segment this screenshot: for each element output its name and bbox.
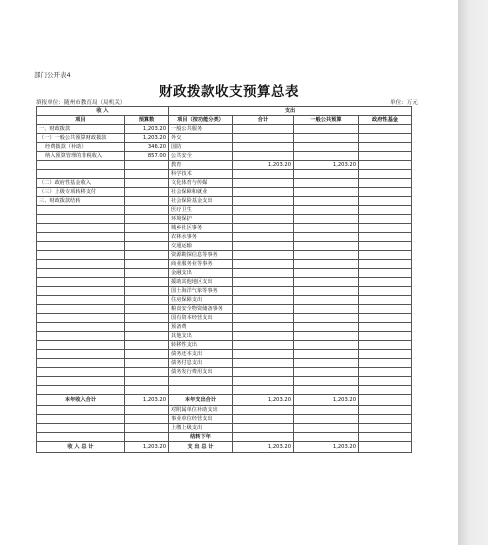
expense-item-total — [233, 332, 294, 341]
expense-item-label: 国防 — [169, 143, 233, 152]
expense-item-general — [294, 377, 359, 386]
income-item-label — [37, 269, 125, 278]
expense-item-label: 预备费 — [169, 323, 233, 332]
expense-item-general — [294, 332, 359, 341]
expense-item-label: 住房保障支出 — [169, 296, 233, 305]
expense-item-fund — [359, 377, 412, 386]
income-item-label — [37, 341, 125, 350]
expense-item-general — [294, 359, 359, 368]
income-item-label — [37, 332, 125, 341]
expense-item-total — [233, 143, 294, 152]
expense-item-fund — [359, 368, 412, 377]
expense-item-general — [294, 170, 359, 179]
expense-item-total — [233, 224, 294, 233]
table-row — [37, 125, 412, 134]
income-item-label — [37, 314, 125, 323]
table-row — [37, 215, 412, 224]
income-item-value: 1,203.20 — [125, 125, 169, 134]
expense-item-fund — [359, 314, 412, 323]
expense-item-total — [233, 197, 294, 206]
viewer-background — [458, 0, 488, 545]
expense-item-total — [233, 296, 294, 305]
expense-subtotal-total: 1,203.20 — [233, 395, 294, 406]
expense-item-total — [233, 305, 294, 314]
expense-item-label: 对附属单位补助支出 — [169, 406, 233, 415]
income-item-label: 一、财政拨款 — [37, 125, 125, 134]
expense-item-total — [233, 170, 294, 179]
income-grand-total-label: 收 入 总 计 — [37, 442, 125, 453]
income-item-label — [37, 296, 125, 305]
col-item: 项目 — [37, 116, 125, 125]
expense-item-total — [233, 251, 294, 260]
table-row — [37, 170, 412, 179]
income-item-label — [37, 260, 125, 269]
income-item-label: （三）上级专项转移支付 — [37, 188, 125, 197]
expense-item-label: 粮食安全物资储备事务 — [169, 305, 233, 314]
income-item-value — [125, 170, 169, 179]
expense-item-fund — [359, 406, 412, 415]
income-item-label — [37, 161, 125, 170]
expense-item-fund — [359, 242, 412, 251]
income-item-value — [125, 287, 169, 296]
income-item-value — [125, 269, 169, 278]
income-item-value — [125, 323, 169, 332]
expense-item-total — [233, 206, 294, 215]
income-item-value — [125, 161, 169, 170]
income-item-label — [37, 424, 125, 433]
table-row — [37, 314, 412, 323]
table-row — [37, 233, 412, 242]
expense-item-general — [294, 152, 359, 161]
expense-item-general — [294, 424, 359, 433]
expense-item-general — [294, 179, 359, 188]
expense-item-fund — [359, 341, 412, 350]
expense-item-label: 医疗卫生 — [169, 206, 233, 215]
table-row — [37, 143, 412, 152]
expense-item-fund — [359, 415, 412, 424]
expense-item-total — [233, 386, 294, 395]
income-item-value — [125, 406, 169, 415]
expense-item-total — [233, 278, 294, 287]
income-item-label: （一）一般公共预算财政拨款 — [37, 134, 125, 143]
expense-item-label: 国土海洋气象等事务 — [169, 287, 233, 296]
expense-grand-total-general: 1,203.20 — [294, 442, 359, 453]
expense-item-label: 其他支出 — [169, 332, 233, 341]
income-item-value — [125, 278, 169, 287]
expense-item-general: 1,203.20 — [294, 161, 359, 170]
expense-item-general — [294, 233, 359, 242]
expense-header: 支出 — [169, 107, 412, 116]
expense-item-general — [294, 206, 359, 215]
income-item-label: 经费拨款（补助） — [37, 143, 125, 152]
expense-item-general — [294, 251, 359, 260]
expense-item-total — [233, 215, 294, 224]
expense-item-total — [233, 269, 294, 278]
expense-item-fund — [359, 251, 412, 260]
income-item-value — [125, 424, 169, 433]
expense-item-general — [294, 134, 359, 143]
expense-item-fund — [359, 278, 412, 287]
expense-item-total — [233, 359, 294, 368]
income-grand-total-value: 1,203.20 — [125, 442, 169, 453]
expense-item-total — [233, 415, 294, 424]
table-row — [37, 197, 412, 206]
income-item-value — [125, 296, 169, 305]
table-row — [37, 224, 412, 233]
expense-item-general — [294, 350, 359, 359]
expense-item-general — [294, 415, 359, 424]
expense-item-label: 城乡社区事务 — [169, 224, 233, 233]
table-row — [37, 424, 412, 433]
expense-item-fund — [359, 359, 412, 368]
expense-item-general — [294, 433, 359, 442]
income-item-value — [125, 433, 169, 442]
expense-item-general — [294, 143, 359, 152]
expense-item-total — [233, 323, 294, 332]
income-item-value — [125, 233, 169, 242]
expense-item-general — [294, 287, 359, 296]
table-row — [37, 359, 412, 368]
expense-item-fund — [359, 305, 412, 314]
table-row — [37, 134, 412, 143]
expense-item-general — [294, 386, 359, 395]
expense-subtotal-label: 本年支出合计 — [169, 395, 233, 406]
expense-item-label: 援助其他地区支出 — [169, 278, 233, 287]
income-item-value — [125, 332, 169, 341]
income-item-value — [125, 350, 169, 359]
table-row — [37, 377, 412, 386]
income-item-value — [125, 251, 169, 260]
col-item-func: 项目（按功能分类） — [169, 116, 233, 125]
expense-item-label: 债务付息支出 — [169, 359, 233, 368]
table-row — [37, 206, 412, 215]
expense-item-total — [233, 242, 294, 251]
expense-subtotal-general: 1,203.20 — [294, 395, 359, 406]
income-item-value — [125, 242, 169, 251]
expense-item-total — [233, 377, 294, 386]
expense-item-label: 事业单位经营支出 — [169, 415, 233, 424]
expense-item-label: 社会保障和就业 — [169, 188, 233, 197]
expense-item-fund — [359, 424, 412, 433]
expense-item-general — [294, 197, 359, 206]
expense-item-label: 教育 — [169, 161, 233, 170]
income-item-value — [125, 368, 169, 377]
expense-item-general — [294, 269, 359, 278]
income-item-label — [37, 415, 125, 424]
expense-item-label: 结转下年 — [169, 433, 233, 442]
table-row — [37, 161, 412, 170]
table-row — [37, 188, 412, 197]
expense-item-label: 国有资本经营支出 — [169, 314, 233, 323]
table-row — [37, 278, 412, 287]
expense-item-label: 文化体育与传媒 — [169, 179, 233, 188]
income-header: 收 入 — [37, 107, 169, 116]
table-row — [37, 341, 412, 350]
income-item-value — [125, 197, 169, 206]
income-item-value — [125, 179, 169, 188]
table-row — [37, 296, 412, 305]
income-item-label — [37, 170, 125, 179]
table-row — [37, 350, 412, 359]
income-item-value — [125, 314, 169, 323]
expense-item-general — [294, 305, 359, 314]
table-row — [37, 386, 412, 395]
expense-item-total — [233, 424, 294, 433]
income-item-label — [37, 377, 125, 386]
expense-item-fund — [359, 296, 412, 305]
expense-item-label: 资源勘探信息等事务 — [169, 251, 233, 260]
expense-item-total — [233, 368, 294, 377]
expense-item-fund — [359, 161, 412, 170]
table-row — [37, 406, 412, 415]
income-item-value — [125, 260, 169, 269]
expense-item-fund — [359, 152, 412, 161]
income-item-label — [37, 305, 125, 314]
expense-item-label: 债务发行费用支出 — [169, 368, 233, 377]
expense-grand-total-label: 支 出 总 计 — [169, 442, 233, 453]
expense-item-general — [294, 406, 359, 415]
table-row — [37, 260, 412, 269]
table-row — [37, 323, 412, 332]
expense-item-total — [233, 125, 294, 134]
income-item-value — [125, 206, 169, 215]
expense-item-fund — [359, 179, 412, 188]
expense-grand-total-total: 1,203.20 — [233, 442, 294, 453]
expense-item-total — [233, 341, 294, 350]
income-item-value: 857.00 — [125, 152, 169, 161]
income-item-value — [125, 305, 169, 314]
income-item-label — [37, 350, 125, 359]
expense-item-fund — [359, 260, 412, 269]
expense-item-label: 科学技术 — [169, 170, 233, 179]
col-budget: 预算数 — [125, 116, 169, 125]
expense-item-fund — [359, 287, 412, 296]
income-item-label — [37, 386, 125, 395]
income-item-label: （二）政府性基金收入 — [37, 179, 125, 188]
expense-item-fund — [359, 269, 412, 278]
income-item-label — [37, 224, 125, 233]
income-item-label — [37, 323, 125, 332]
expense-item-label: 交通运输 — [169, 242, 233, 251]
income-item-label — [37, 406, 125, 415]
expense-item-label: 外交 — [169, 134, 233, 143]
expense-item-fund — [359, 125, 412, 134]
expense-item-total — [233, 433, 294, 442]
expense-item-general — [294, 242, 359, 251]
expense-item-fund — [359, 433, 412, 442]
expense-item-total — [233, 314, 294, 323]
expense-item-general — [294, 188, 359, 197]
income-item-value — [125, 386, 169, 395]
expense-item-label: 一般公共服务 — [169, 125, 233, 134]
income-item-label — [37, 433, 125, 442]
expense-item-label: 上缴上级支出 — [169, 424, 233, 433]
expense-item-fund — [359, 350, 412, 359]
table-row — [37, 242, 412, 251]
income-item-value: 346.20 — [125, 143, 169, 152]
table-row — [37, 415, 412, 424]
income-item-label — [37, 206, 125, 215]
income-item-label — [37, 251, 125, 260]
expense-item-general — [294, 296, 359, 305]
expense-item-total: 1,203.20 — [233, 161, 294, 170]
expense-item-label: 社会保险基金支出 — [169, 197, 233, 206]
expense-item-fund — [359, 197, 412, 206]
budget-table — [36, 106, 412, 453]
expense-item-fund — [359, 206, 412, 215]
expense-item-label: 商业服务业等事务 — [169, 260, 233, 269]
income-item-value — [125, 188, 169, 197]
expense-item-total — [233, 406, 294, 415]
expense-item-label: 转移性支出 — [169, 341, 233, 350]
income-item-label — [37, 359, 125, 368]
income-item-label: 三、财政拨款结转 — [37, 197, 125, 206]
table-row — [37, 287, 412, 296]
expense-item-total — [233, 188, 294, 197]
income-item-label — [37, 233, 125, 242]
table-row — [37, 269, 412, 278]
expense-item-total — [233, 152, 294, 161]
expense-item-general — [294, 278, 359, 287]
expense-item-fund — [359, 215, 412, 224]
doc-label: 部门公开表4 — [34, 71, 71, 79]
expense-item-fund — [359, 386, 412, 395]
expense-item-general — [294, 323, 359, 332]
income-item-value — [125, 341, 169, 350]
expense-item-label: 农林水事务 — [169, 233, 233, 242]
page-title: 财政拨款收支预算总表 — [159, 84, 299, 100]
expense-subtotal-fund — [359, 395, 412, 406]
unit-measure: 单位：万元 — [390, 100, 418, 106]
expense-item-label: 金融支出 — [169, 269, 233, 278]
table-row — [37, 305, 412, 314]
expense-item-fund — [359, 134, 412, 143]
income-item-label — [37, 287, 125, 296]
income-item-label — [37, 278, 125, 287]
expense-item-fund — [359, 233, 412, 242]
table-row — [37, 433, 412, 442]
expense-item-total — [233, 233, 294, 242]
expense-item-label: 债务还本支出 — [169, 350, 233, 359]
expense-item-total — [233, 287, 294, 296]
reporting-unit: 填报单位：随州市教育局（局机关） — [36, 100, 126, 106]
income-subtotal-value: 1,203.20 — [125, 395, 169, 406]
income-item-value: 1,203.20 — [125, 134, 169, 143]
expense-item-total — [233, 260, 294, 269]
expense-item-fund — [359, 188, 412, 197]
income-item-value — [125, 224, 169, 233]
expense-item-general — [294, 260, 359, 269]
expense-item-general — [294, 215, 359, 224]
expense-item-fund — [359, 224, 412, 233]
expense-item-general — [294, 368, 359, 377]
col-general-budget: 一般公共预算 — [294, 116, 359, 125]
income-subtotal-label: 本年收入合计 — [37, 395, 125, 406]
expense-grand-total-fund — [359, 442, 412, 453]
income-item-value — [125, 415, 169, 424]
expense-item-fund — [359, 170, 412, 179]
table-row — [37, 368, 412, 377]
expense-item-general — [294, 224, 359, 233]
expense-item-total — [233, 134, 294, 143]
expense-item-label — [169, 386, 233, 395]
expense-item-fund — [359, 332, 412, 341]
expense-item-total — [233, 179, 294, 188]
expense-item-general — [294, 125, 359, 134]
expense-item-fund — [359, 323, 412, 332]
income-item-value — [125, 377, 169, 386]
expense-item-general — [294, 341, 359, 350]
table-row — [37, 152, 412, 161]
expense-item-label — [169, 377, 233, 386]
income-item-value — [125, 359, 169, 368]
table-row — [37, 179, 412, 188]
subtotal-row — [37, 395, 412, 406]
col-total: 合计 — [233, 116, 294, 125]
expense-item-label: 公共安全 — [169, 152, 233, 161]
table-row — [37, 251, 412, 260]
expense-item-general — [294, 314, 359, 323]
col-gov-fund: 政府性基金 — [359, 116, 412, 125]
expense-item-total — [233, 350, 294, 359]
grand-total-row — [37, 442, 412, 453]
income-item-label: 纳入预算管理的非税收入 — [37, 152, 125, 161]
table-row — [37, 332, 412, 341]
income-item-label — [37, 368, 125, 377]
expense-item-label: 环境保护 — [169, 215, 233, 224]
income-item-value — [125, 215, 169, 224]
income-item-label — [37, 242, 125, 251]
income-item-label — [37, 215, 125, 224]
expense-item-fund — [359, 143, 412, 152]
